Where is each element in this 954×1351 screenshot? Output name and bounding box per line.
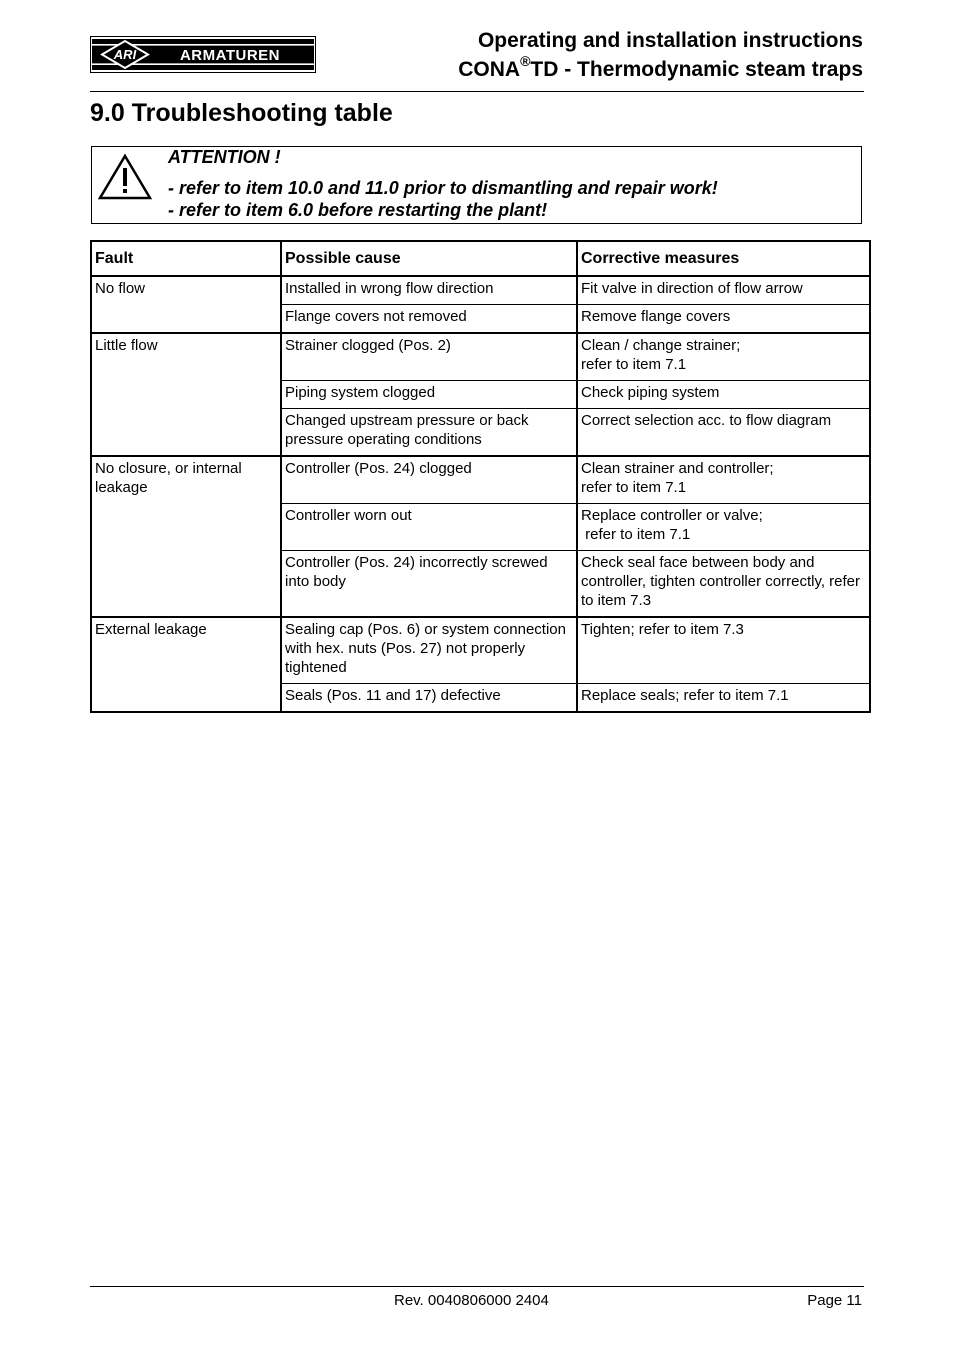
logo-emblem-text: ARI (113, 47, 137, 62)
measure-cell: Replace controller or valve; refer to item 7.1 (577, 504, 870, 551)
table-row (91, 276, 870, 305)
ari-armaturen-logo (90, 36, 316, 73)
cause-cell: Seals (Pos. 11 and 17) defective (281, 684, 577, 713)
attention-line-1: - refer to item 10.0 and 11.0 prior to dismantling and repair work! (168, 178, 718, 198)
cause-cell: Changed upstream pressure or back pressure operating conditions (281, 409, 577, 457)
measure-cell: Check piping system (577, 381, 870, 409)
fault-cell: No flow (91, 276, 281, 333)
measure-cell: Clean strainer and controller; refer to item 7.1 (577, 456, 870, 504)
warning-triangle-icon (97, 153, 153, 201)
table-row (91, 333, 870, 381)
column-header-measure: Corrective measures (577, 241, 870, 276)
cause-cell: Sealing cap (Pos. 6) or system connection with hex. nuts (Pos. 27) not properly tightened (281, 617, 577, 684)
cause-cell: Piping system clogged (281, 381, 577, 409)
column-header-cause: Possible cause (281, 241, 577, 276)
header-divider (90, 91, 864, 92)
measure-cell: Correct selection acc. to flow diagram (577, 409, 870, 457)
table-row (91, 456, 870, 504)
table-row (91, 617, 870, 684)
table-body (91, 276, 870, 712)
attention-heading: ATTENTION ! (168, 147, 281, 167)
attention-line-2: - refer to item 6.0 before restarting the plant! (168, 200, 548, 220)
table-header-row (91, 241, 870, 276)
column-header-fault: Fault (91, 241, 281, 276)
cause-cell: Controller (Pos. 24) incorrectly screwed into body (281, 551, 577, 618)
measure-cell: Check seal face between body and controller, tighten controller correctly, refer to item 7.3 (577, 551, 870, 618)
footer-revision: Rev. 0040806000 2404 (394, 1292, 549, 1309)
header-title-line2: CONA®TD - Thermodynamic steam traps (458, 53, 863, 81)
cause-cell: Strainer clogged (Pos. 2) (281, 333, 577, 381)
attention-text (168, 146, 718, 221)
registered-mark: ® (520, 53, 531, 69)
fault-cell: No closure, or internal leakage (91, 456, 281, 617)
measure-cell: Remove flange covers (577, 305, 870, 334)
cause-cell: Controller (Pos. 24) clogged (281, 456, 577, 504)
measure-cell: Tighten; refer to item 7.3 (577, 617, 870, 684)
footer-divider (90, 1286, 864, 1287)
document-header-title (458, 26, 863, 84)
footer-page-number: Page 11 (807, 1292, 862, 1309)
measure-cell: Replace seals; refer to item 7.1 (577, 684, 870, 713)
measure-cell: Clean / change strainer; refer to item 7.1 (577, 333, 870, 381)
cause-cell: Flange covers not removed (281, 305, 577, 334)
measure-cell: Fit valve in direction of flow arrow (577, 276, 870, 305)
troubleshooting-table (90, 240, 871, 713)
fault-cell: External leakage (91, 617, 281, 712)
section-title: 9.0 Troubleshooting table (90, 99, 393, 127)
cause-cell: Controller worn out (281, 504, 577, 551)
fault-cell: Little flow (91, 333, 281, 456)
logo-brand-text: ARMATUREN (179, 47, 281, 64)
attention-box (91, 146, 862, 224)
header-title-line1: Operating and installation instructions (477, 29, 863, 52)
cause-cell: Installed in wrong flow direction (281, 276, 577, 305)
